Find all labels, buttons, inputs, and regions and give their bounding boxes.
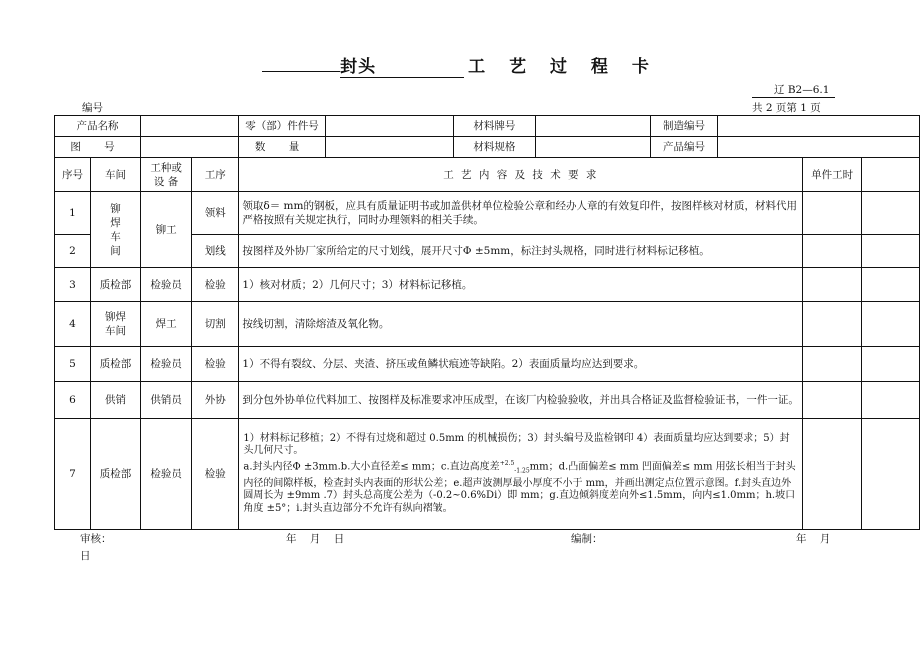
product-name-value[interactable] (141, 116, 239, 137)
manufacture-no-value[interactable] (718, 116, 920, 137)
compile-date: 年 月 (796, 533, 831, 545)
content-cell: 1）材料标记移植；2）不得有过烧和超过 0.5mm 的机械损伤；3）封头编号及监检钢印 4）表面质量均应达到要求；5）封头几何尺寸。 a.封头内径Φ ±3mm.b.大小直径差≤ mm；c.直边高度差$^{+2.5}_{-1.25}$mm；d.凸面偏差≤ mm 凹面偏差≤ mm 用弦长相当于封头内径的间隙样板，检查封头内表面的形状公差；e.超声波测厚最小厚度不小于 mm，并画出测定点位置示意图。f.封头直边外圆周长为 ±9mm .7）封头总高度公差为（-0.2~0.6%Di）即 mm；g.直边倾斜度差向外≤1.5mm，向内≤1.0mm；h.坡口角度 ±5°；i.封头直边部分不允许有纵向褶皱。 (239, 419, 803, 530)
serial-label: 编号 (82, 102, 103, 114)
content-cell: 领取δ＝ mm的钢板，应具有质量证明书或加盖供材单位检验公章和经办人章的有效复印件，按图样核对材质，材料代用严格按照有关规定执行，同时办理领料的相关手续。 (239, 192, 803, 235)
part-no-label: 零（部）件件号 (239, 116, 325, 137)
table-row: 6 供销 供销员 外协 到分包外协单位代料加工、按图样及标准要求冲压成型，在该厂内检验验收，并出具合格证及监督检验证书，一件一证。 (55, 382, 920, 419)
trade-cell: 铆工 (141, 192, 192, 268)
content-cell: 按线切割，清除熔渣及氧化物。 (239, 302, 803, 347)
page-info: 共 2 页第 1 页 (752, 102, 821, 114)
material-grade-value[interactable] (536, 116, 651, 137)
title-card-name: 工 艺 过 程 卡 (468, 57, 658, 77)
table-row: 4 铆焊 车间 焊工 切割 按线切割，清除熔渣及氧化物。 (55, 302, 920, 347)
table-row: 7 质检部 检验员 检验 1）材料标记移植；2）不得有过烧和超过 0.5mm 的机械损伤；3）封头编号及监检钢印 4）表面质量均应达到要求；5）封头几何尺寸。 a.封头内径Φ ±3mm.b.大小直径差≤ mm；c.直边高度差$^{+2.5}_{-1.25}$mm；d.凸面偏差≤ mm 凹面偏差≤ mm 用弦长相当于封头内径的间隙样板，检查封头内表面的形状公差；e.超声波测厚最小厚度不小于 mm，并画出测定点位置示意图。f.封头直边外圆周长为 ±9mm .7）封头总高度公差为（-0.2~0.6%Di）即 mm；g.直边倾斜度差向外≤1.5mm，向内≤1.0mm；h.坡口角度 ±5°；i.封头直边部分不允许有纵向褶皱。 (55, 419, 920, 530)
material-grade-label: 材料牌号 (453, 116, 535, 137)
drawing-no-label: 图 号 (55, 137, 141, 158)
col-blank (861, 158, 919, 192)
page-title (0, 52, 920, 78)
part-no-value[interactable] (325, 116, 453, 137)
process-card-table (54, 115, 920, 530)
workshop-cell: 铆 焊 车 间 (90, 192, 140, 268)
manufacture-no-label: 制造编号 (650, 116, 717, 137)
col-trade: 工种或 设 备 (141, 158, 192, 192)
drawing-no-value[interactable] (141, 137, 239, 158)
product-no-label: 产品编号 (650, 137, 717, 158)
content-cell: 到分包外协单位代料加工、按图样及标准要求冲压成型，在该厂内检验验收，并出具合格证及监督检验证书，一件一证。 (239, 382, 803, 419)
col-workshop: 车间 (90, 158, 140, 192)
info-row-2 (55, 137, 920, 158)
title-product: 封头 (340, 57, 377, 77)
tolerance-upper: +2.5 (499, 459, 515, 467)
product-name-label: 产品名称 (55, 116, 141, 137)
material-spec-label: 材料规格 (453, 137, 535, 158)
col-unit-time: 单件工时 (803, 158, 862, 192)
quantity-label: 数 量 (239, 137, 325, 158)
product-no-value[interactable] (718, 137, 920, 158)
table-row: 1 铆 焊 车 间 铆工 领料 领取δ＝ mm的钢板，应具有质量证明书或加盖供材单位检验公章和经办人章的有效复印件，按图样核对材质，材料代用严格按照有关规定执行，同时办理领料的相关手续。 (55, 192, 920, 235)
col-process: 工序 (192, 158, 239, 192)
quantity-value[interactable] (325, 137, 453, 158)
info-row-1 (55, 116, 920, 137)
review-date: 年 月 日 (286, 533, 345, 545)
table-row: 2 划线 按图样及外协厂家所给定的尺寸划线，展开尺寸Φ ±5mm，标注封头规格，同时进行材料标记移植。 (55, 235, 920, 268)
col-seq: 序号 (55, 158, 91, 192)
day-label: 日 (80, 550, 91, 562)
table-row: 5 质检部 检验员 检验 1）不得有裂纹、分层、夹渣、挤压或鱼鳞状痕迹等缺陷。2）表面质量均应达到要求。 (55, 347, 920, 382)
col-content: 工 艺 内 容 及 技 术 要 求 (239, 158, 803, 192)
compile-label: 编制： (571, 533, 603, 545)
column-header-row (55, 158, 920, 192)
tolerance-lower: -1.25 (514, 467, 530, 475)
content-cell: 按图样及外协厂家所给定的尺寸划线，展开尺寸Φ ±5mm，标注封头规格，同时进行材料标记移植。 (239, 235, 803, 268)
material-spec-value[interactable] (536, 137, 651, 158)
document-code: 辽 B2—6.1 (752, 82, 835, 98)
table-row: 3 质检部 检验员 检验 1）核对材质；2）几何尺寸；3）材料标记移植。 (55, 268, 920, 302)
review-label: 审核： (80, 533, 112, 545)
content-cell: 1）不得有裂纹、分层、夹渣、挤压或鱼鳞状痕迹等缺陷。2）表面质量均应达到要求。 (239, 347, 803, 382)
content-cell: 1）核对材质；2）几何尺寸；3）材料标记移植。 (239, 268, 803, 302)
